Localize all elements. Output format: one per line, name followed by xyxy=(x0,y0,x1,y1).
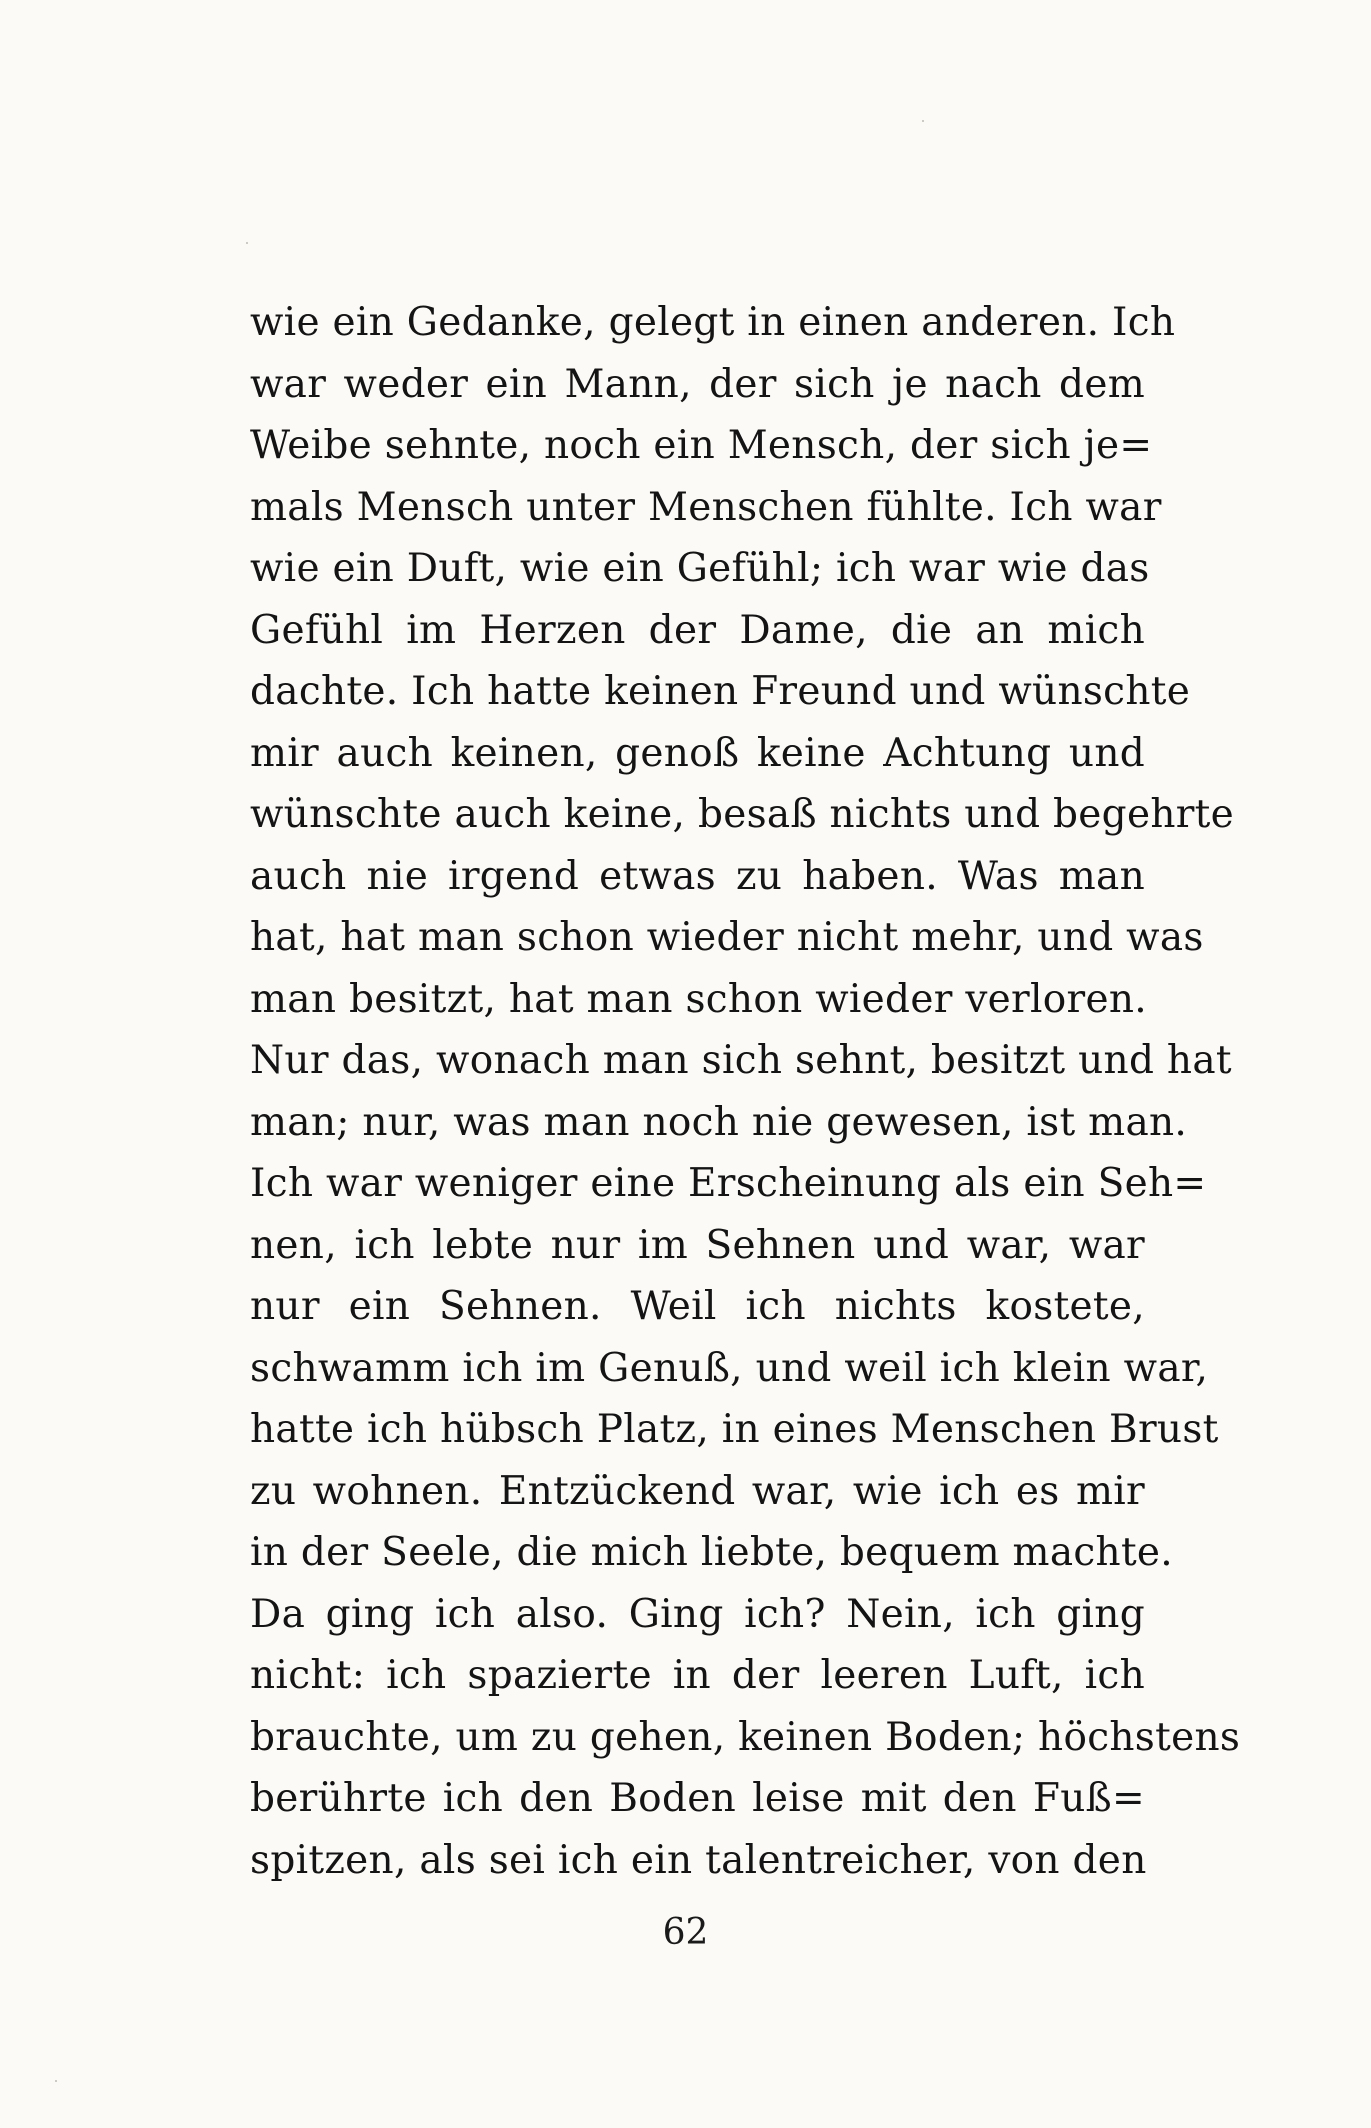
text-line: Da ging ich also. Ging ich? Nein, ich ging xyxy=(250,1591,1145,1637)
text-line: brauchte, um zu gehen, keinen Boden; höchstens xyxy=(250,1714,1241,1760)
text-line: auch nie irgend etwas zu haben. Was man xyxy=(250,853,1145,899)
text-line: man; nur, was man noch nie gewesen, ist man. xyxy=(250,1099,1188,1145)
text-line: dachte. Ich hatte keinen Freund und wünschte xyxy=(250,669,1191,714)
text-line: Nur das, wonach man sich sehnt, besitzt und hat xyxy=(250,1038,1232,1083)
text-line: war weder ein Mann, der sich je nach dem xyxy=(250,361,1145,407)
paper-speck xyxy=(55,2080,57,2082)
paper-speck xyxy=(922,120,924,122)
text-line: schwamm ich im Genuß, und weil ich klein war, xyxy=(250,1345,1209,1391)
text-line: nen, ich lebte nur im Sehnen und war, war xyxy=(250,1222,1145,1268)
body-text xyxy=(250,292,1241,1891)
text-line: mir auch keinen, genoß keine Achtung und xyxy=(250,730,1145,776)
text-line: berührte ich den Boden leise mit den Fuß= xyxy=(250,1776,1145,1821)
text-line: nur ein Sehnen. Weil ich nichts kostete, xyxy=(250,1284,1145,1329)
text-line: spitzen, als sei ich ein talentreicher, von den xyxy=(250,1837,1147,1883)
text-line: wie ein Duft, wie ein Gefühl; ich war wie das xyxy=(250,546,1150,591)
text-line: hatte ich hübsch Platz, in eines Menschen Brust xyxy=(250,1407,1219,1452)
text-line: zu wohnen. Entzückend war, wie ich es mir xyxy=(250,1468,1145,1514)
page-number: 62 xyxy=(662,1912,709,1953)
text-line: Weibe sehnte, noch ein Mensch, der sich je= xyxy=(250,423,1153,468)
text-line: mals Mensch unter Menschen fühlte. Ich war xyxy=(250,484,1162,530)
text-line: wie ein Gedanke, gelegt in einen anderen. Ich xyxy=(250,300,1176,345)
text-line: nicht: ich spazierte in der leeren Luft, ich xyxy=(250,1653,1145,1698)
text-line: Ich war weniger eine Erscheinung als ein Seh= xyxy=(250,1161,1207,1206)
text-line: in der Seele, die mich liebte, bequem machte. xyxy=(250,1530,1173,1575)
text-line: Gefühl im Herzen der Dame, die an mich xyxy=(250,607,1145,653)
text-line: wünschte auch keine, besaß nichts und begehrte xyxy=(250,792,1235,837)
text-line: hat, hat man schon wieder nicht mehr, und was xyxy=(250,915,1204,960)
paper-speck xyxy=(246,242,248,244)
text-line: man besitzt, hat man schon wieder verloren. xyxy=(250,976,1147,1022)
